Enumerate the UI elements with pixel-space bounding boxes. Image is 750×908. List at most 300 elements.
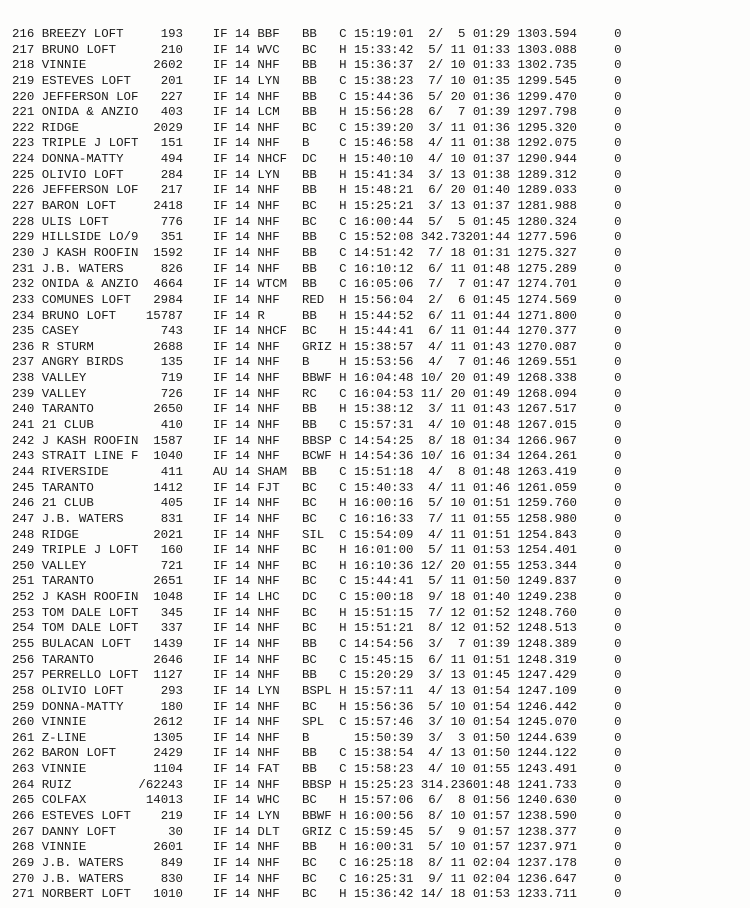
band-year-cell: 14 [235, 558, 250, 573]
points-cell: 0 [614, 120, 622, 135]
club-code-cell: BBF [257, 27, 280, 41]
position-cell: 241 [12, 418, 35, 433]
sex-cell: C [339, 590, 347, 605]
sex-cell: C [339, 214, 347, 229]
band-number-cell: 1040 [153, 449, 183, 464]
loft-name-cell: VINNIE [41, 715, 87, 730]
band-number-cell: 1127 [153, 668, 183, 683]
result-row [12, 637, 742, 653]
band-year-cell: 14 [235, 543, 250, 558]
result-row [12, 481, 742, 497]
sex-cell: H [339, 793, 347, 808]
sex-cell: C [339, 715, 347, 730]
flying-time-cell: 01:51 [472, 527, 511, 542]
club-code-cell: NHF [257, 402, 280, 417]
club-code-cell: LHC [257, 590, 280, 605]
color-cell: BC [301, 793, 317, 808]
loft-name-cell: DONNA-MATTY [41, 699, 124, 714]
result-row [12, 215, 742, 231]
position-cell: 222 [12, 120, 35, 135]
loft-name-cell: COLFAX [41, 793, 87, 808]
arrival-time-cell: 15:00:18 [353, 590, 414, 605]
color-cell: BB [301, 840, 317, 855]
race-results-table [12, 27, 742, 903]
band-prefix-cell: IF [212, 105, 228, 120]
loft-name-cell: ANGRY BIRDS [41, 355, 124, 370]
position-cell: 256 [12, 652, 35, 667]
position-cell: 262 [12, 746, 35, 761]
loft-name-cell: J.B. WATERS [41, 871, 124, 886]
points-cell: 0 [614, 402, 622, 417]
position-in-loft-cell: 8/ [428, 433, 444, 448]
position-cell: 232 [12, 277, 35, 292]
birds-sent-cell: 10 [450, 699, 466, 714]
band-prefix-cell: IF [212, 339, 228, 354]
birds-sent-cell: 18 [450, 433, 466, 448]
band-year-cell: 14 [235, 261, 250, 276]
band-year-cell: 14 [235, 152, 250, 167]
flying-time-cell: 01:50 [472, 730, 511, 745]
result-row [12, 653, 742, 669]
position-in-loft-cell: 7/ [428, 277, 444, 292]
flying-time-cell: 01:39 [472, 105, 511, 120]
band-year-cell: 14 [235, 527, 250, 542]
band-prefix-cell: IF [212, 199, 228, 214]
arrival-time-cell: 16:00:44 [353, 214, 414, 229]
band-year-cell: 14 [235, 496, 250, 511]
birds-sent-cell: 7 [458, 636, 466, 651]
club-code-cell: FAT [257, 762, 280, 777]
birds-sent-cell: 6 [458, 292, 466, 307]
club-code-cell: LYN [257, 167, 280, 182]
band-prefix-cell: IF [212, 558, 228, 573]
result-row [12, 825, 742, 841]
birds-sent-cell: 11 [450, 511, 466, 526]
arrival-time-cell: 15:36:42 [353, 887, 414, 902]
band-year-cell: 14 [235, 371, 250, 386]
birds-sent-cell: 11 [450, 527, 466, 542]
flying-time-cell: 01:46 [472, 480, 511, 495]
band-prefix-cell: IF [212, 730, 228, 745]
speed-cell: 1244.122 [517, 746, 577, 761]
band-number-cell: 2984 [153, 292, 183, 307]
points-cell: 0 [614, 621, 622, 636]
sex-cell: C [339, 277, 347, 292]
sex-cell: C [339, 668, 347, 683]
sex-cell: H [339, 543, 347, 558]
flying-time-cell: 01:39 [472, 636, 511, 651]
points-cell: 0 [614, 433, 622, 448]
flying-time-cell: 01:36 [472, 120, 511, 135]
band-number-cell: 2029 [153, 120, 183, 135]
position-in-loft-cell: 314.236 [420, 777, 473, 792]
points-cell: 0 [614, 152, 622, 167]
points-cell: 0 [614, 496, 622, 511]
arrival-time-cell: 15:57:31 [353, 418, 414, 433]
position-cell: 220 [12, 89, 35, 104]
band-number-cell: 403 [160, 105, 183, 120]
arrival-time-cell: 16:10:36 [353, 558, 414, 573]
band-year-cell: 14 [235, 652, 250, 667]
points-cell: 0 [614, 574, 622, 589]
color-cell: BB [301, 183, 317, 198]
birds-sent-cell: 11 [450, 480, 466, 495]
position-cell: 218 [12, 58, 35, 73]
flying-time-cell: 01:37 [472, 199, 511, 214]
club-code-cell: NHF [257, 871, 280, 886]
band-number-cell: 217 [160, 183, 183, 198]
sex-cell: C [339, 136, 347, 151]
speed-cell: 1258.980 [517, 511, 577, 526]
arrival-time-cell: 15:51:15 [353, 605, 414, 620]
band-year-cell: 14 [235, 683, 250, 698]
flying-time-cell: 01:45 [472, 214, 511, 229]
sex-cell: C [339, 511, 347, 526]
sex-cell: H [339, 449, 347, 464]
band-prefix-cell: IF [212, 855, 228, 870]
position-in-loft-cell: 3/ [428, 715, 444, 730]
result-row [12, 684, 742, 700]
birds-sent-cell: 10 [450, 715, 466, 730]
position-cell: 267 [12, 824, 35, 839]
band-prefix-cell: IF [212, 793, 228, 808]
club-code-cell: NHF [257, 449, 280, 464]
band-prefix-cell: IF [212, 543, 228, 558]
color-cell: BC [301, 214, 317, 229]
color-cell: DC [301, 590, 317, 605]
birds-sent-cell: 12 [450, 605, 466, 620]
color-cell: BB [301, 230, 317, 245]
band-number-cell: 193 [160, 27, 183, 41]
speed-cell: 1280.324 [517, 214, 577, 229]
speed-cell: 1303.088 [517, 42, 577, 57]
loft-name-cell: PERRELLO LOFT [41, 668, 139, 683]
band-prefix-cell: IF [212, 402, 228, 417]
club-code-cell: NHF [257, 621, 280, 636]
band-prefix-cell: IF [212, 574, 228, 589]
position-in-loft-cell: 5/ [428, 214, 444, 229]
band-year-cell: 14 [235, 27, 250, 41]
band-year-cell: 14 [235, 277, 250, 292]
band-year-cell: 14 [235, 105, 250, 120]
club-code-cell: NHF [257, 58, 280, 73]
speed-cell: 1236.647 [517, 871, 577, 886]
position-cell: 224 [12, 152, 35, 167]
points-cell: 0 [614, 636, 622, 651]
band-prefix-cell: IF [212, 27, 228, 41]
position-in-loft-cell: 5/ [428, 89, 444, 104]
result-row [12, 887, 742, 903]
band-prefix-cell: IF [212, 746, 228, 761]
position-in-loft-cell: 3/ [428, 120, 444, 135]
birds-sent-cell: 20 [450, 183, 466, 198]
club-code-cell: NHF [257, 371, 280, 386]
birds-sent-cell: 3 [458, 730, 466, 745]
band-year-cell: 14 [235, 730, 250, 745]
sex-cell: H [339, 371, 347, 386]
band-prefix-cell: IF [212, 668, 228, 683]
speed-cell: 1247.109 [517, 683, 577, 698]
position-cell: 225 [12, 167, 35, 182]
color-cell: BB [301, 464, 317, 479]
band-number-cell: 830 [160, 871, 183, 886]
position-in-loft-cell: 8/ [428, 621, 444, 636]
birds-sent-cell: 10 [450, 152, 466, 167]
position-in-loft-cell: 14/ [420, 887, 444, 902]
result-row [12, 621, 742, 637]
band-number-cell: 743 [160, 324, 183, 339]
band-prefix-cell: IF [212, 496, 228, 511]
band-prefix-cell: IF [212, 887, 228, 902]
flying-time-cell: 02:04 [472, 855, 511, 870]
points-cell: 0 [614, 371, 622, 386]
position-cell: 269 [12, 855, 35, 870]
color-cell: BB [301, 105, 317, 120]
club-code-cell: NHF [257, 199, 280, 214]
sex-cell: C [339, 73, 347, 88]
color-cell: B [301, 355, 310, 370]
band-number-cell: 726 [160, 386, 183, 401]
band-year-cell: 14 [235, 715, 250, 730]
result-row [12, 731, 742, 747]
color-cell: DC [301, 152, 317, 167]
band-year-cell: 14 [235, 402, 250, 417]
band-year-cell: 14 [235, 480, 250, 495]
birds-sent-cell: 13 [450, 668, 466, 683]
birds-sent-cell: 11 [450, 261, 466, 276]
speed-cell: 1246.442 [517, 699, 577, 714]
position-in-loft-cell: 6/ [428, 261, 444, 276]
band-prefix-cell: IF [212, 715, 228, 730]
band-prefix-cell: IF [212, 762, 228, 777]
flying-time-cell: 01:47 [472, 277, 511, 292]
result-row [12, 715, 742, 731]
position-cell: 233 [12, 292, 35, 307]
band-year-cell: 14 [235, 699, 250, 714]
result-row [12, 418, 742, 434]
band-year-cell: 14 [235, 355, 250, 370]
color-cell: BBWF [301, 371, 332, 386]
sex-cell: H [339, 605, 347, 620]
arrival-time-cell: 16:01:00 [353, 543, 414, 558]
sex-cell: H [339, 840, 347, 855]
points-cell: 0 [614, 699, 622, 714]
band-number-cell: 1104 [153, 762, 183, 777]
sex-cell: C [339, 652, 347, 667]
points-cell: 0 [614, 793, 622, 808]
position-cell: 246 [12, 496, 35, 511]
band-year-cell: 14 [235, 308, 250, 323]
loft-name-cell: BULACAN LOFT [41, 636, 131, 651]
arrival-time-cell: 15:38:57 [353, 339, 414, 354]
position-in-loft-cell: 4/ [428, 464, 444, 479]
band-year-cell: 14 [235, 590, 250, 605]
flying-time-cell: 01:40 [472, 590, 511, 605]
loft-name-cell: NORBERT LOFT [41, 887, 131, 902]
position-in-loft-cell: 5/ [428, 543, 444, 558]
loft-name-cell: VALLEY [41, 558, 87, 573]
loft-name-cell: J.B. WATERS [41, 511, 124, 526]
points-cell: 0 [614, 527, 622, 542]
position-in-loft-cell: 3/ [428, 730, 444, 745]
club-code-cell: NHCF [257, 324, 288, 339]
birds-sent-cell: 13 [450, 746, 466, 761]
loft-name-cell: Z-LINE [41, 730, 87, 745]
band-prefix-cell: AU [212, 464, 228, 479]
flying-time-cell: 01:29 [472, 27, 511, 41]
flying-time-cell: 01:45 [472, 292, 511, 307]
arrival-time-cell: 15:44:36 [353, 89, 414, 104]
color-cell: BC [301, 605, 317, 620]
speed-cell: 1275.289 [517, 261, 577, 276]
club-code-cell: NHF [257, 292, 280, 307]
result-row [12, 230, 742, 246]
arrival-time-cell: 15:25:23 [353, 777, 414, 792]
position-cell: 250 [12, 558, 35, 573]
result-row [12, 574, 742, 590]
sex-cell: C [339, 762, 347, 777]
band-number-cell: 1305 [153, 730, 183, 745]
birds-sent-cell: 11 [450, 543, 466, 558]
color-cell: BB [301, 73, 317, 88]
sex-cell: C [339, 386, 347, 401]
loft-name-cell: J KASH ROOFIN [41, 245, 139, 260]
position-cell: 247 [12, 511, 35, 526]
result-row [12, 152, 742, 168]
band-number-cell: 160 [160, 543, 183, 558]
speed-cell: 1237.178 [517, 855, 577, 870]
arrival-time-cell: 16:00:31 [353, 840, 414, 855]
club-code-cell: LYN [257, 73, 280, 88]
birds-sent-cell: 5 [458, 27, 466, 41]
club-code-cell: NHF [257, 730, 280, 745]
speed-cell: 1253.344 [517, 558, 577, 573]
loft-name-cell: CASEY [41, 324, 79, 339]
position-cell: 219 [12, 73, 35, 88]
points-cell: 0 [614, 605, 622, 620]
club-code-cell: NHF [257, 496, 280, 511]
birds-sent-cell: 7 [458, 277, 466, 292]
points-cell: 0 [614, 668, 622, 683]
band-year-cell: 14 [235, 292, 250, 307]
result-row [12, 496, 742, 512]
result-row [12, 668, 742, 684]
club-code-cell: NHF [257, 230, 280, 245]
position-in-loft-cell: 5/ [428, 574, 444, 589]
position-cell: 245 [12, 480, 35, 495]
speed-cell: 1249.238 [517, 590, 577, 605]
position-cell: 229 [12, 230, 35, 245]
band-prefix-cell: IF [212, 73, 228, 88]
speed-cell: 1264.261 [517, 449, 577, 464]
loft-name-cell: ESTEVES LOFT [41, 73, 131, 88]
position-in-loft-cell: 7/ [428, 73, 444, 88]
band-prefix-cell: IF [212, 42, 228, 57]
position-in-loft-cell: 9/ [428, 590, 444, 605]
points-cell: 0 [614, 230, 622, 245]
band-number-cell: 15787 [145, 308, 184, 323]
flying-time-cell: 01:31 [472, 245, 511, 260]
club-code-cell: NHF [257, 699, 280, 714]
sex-cell: C [339, 245, 347, 260]
band-year-cell: 14 [235, 58, 250, 73]
color-cell: BC [301, 871, 317, 886]
arrival-time-cell: 15:44:41 [353, 324, 414, 339]
band-year-cell: 14 [235, 449, 250, 464]
points-cell: 0 [614, 449, 622, 464]
arrival-time-cell: 15:40:33 [353, 480, 414, 495]
club-code-cell: NHF [257, 887, 280, 902]
birds-sent-cell: 11 [450, 324, 466, 339]
band-year-cell: 14 [235, 324, 250, 339]
points-cell: 0 [614, 73, 622, 88]
band-number-cell: 721 [160, 558, 183, 573]
club-code-cell: NHF [257, 418, 280, 433]
position-cell: 265 [12, 793, 35, 808]
arrival-time-cell: 16:04:53 [353, 386, 414, 401]
result-row [12, 121, 742, 137]
arrival-time-cell: 15:20:29 [353, 668, 414, 683]
speed-cell: 1289.312 [517, 167, 577, 182]
arrival-time-cell: 15:57:11 [353, 683, 414, 698]
band-year-cell: 14 [235, 386, 250, 401]
loft-name-cell: RIDGE [41, 527, 79, 542]
speed-cell: 1248.513 [517, 621, 577, 636]
points-cell: 0 [614, 840, 622, 855]
loft-name-cell: OLIVIO LOFT [41, 167, 124, 182]
band-prefix-cell: IF [212, 386, 228, 401]
sex-cell: H [339, 809, 347, 824]
loft-name-cell: VINNIE [41, 840, 87, 855]
color-cell: BC [301, 199, 317, 214]
band-year-cell: 14 [235, 621, 250, 636]
result-row [12, 246, 742, 262]
points-cell: 0 [614, 42, 622, 57]
band-year-cell: 14 [235, 183, 250, 198]
speed-cell: 1249.837 [517, 574, 577, 589]
band-prefix-cell: IF [212, 324, 228, 339]
speed-cell: 1267.517 [517, 402, 577, 417]
position-in-loft-cell: 3/ [428, 199, 444, 214]
position-cell: 270 [12, 871, 35, 886]
band-number-cell: 227 [160, 89, 183, 104]
speed-cell: 1299.470 [517, 89, 577, 104]
position-in-loft-cell: 4/ [428, 136, 444, 151]
position-in-loft-cell: 4/ [428, 527, 444, 542]
band-number-cell: 1010 [153, 887, 183, 902]
position-in-loft-cell: 12/ [420, 558, 444, 573]
arrival-time-cell: 14:54:25 [353, 433, 414, 448]
result-row [12, 434, 742, 450]
birds-sent-cell: 10 [450, 762, 466, 777]
points-cell: 0 [614, 464, 622, 479]
band-number-cell: 1048 [153, 590, 183, 605]
club-code-cell: NHF [257, 339, 280, 354]
arrival-time-cell: 15:51:21 [353, 621, 414, 636]
loft-name-cell: ONIDA & ANZIO [41, 105, 139, 120]
position-in-loft-cell: 4/ [428, 480, 444, 495]
sex-cell: H [339, 167, 347, 182]
speed-cell: 1268.094 [517, 386, 577, 401]
position-cell: 249 [12, 543, 35, 558]
sex-cell: C [339, 824, 347, 839]
points-cell: 0 [614, 339, 622, 354]
result-row [12, 700, 742, 716]
position-cell: 254 [12, 621, 35, 636]
flying-time-cell: 01:45 [472, 668, 511, 683]
position-in-loft-cell: 6/ [428, 105, 444, 120]
flying-time-cell: 01:55 [472, 511, 511, 526]
